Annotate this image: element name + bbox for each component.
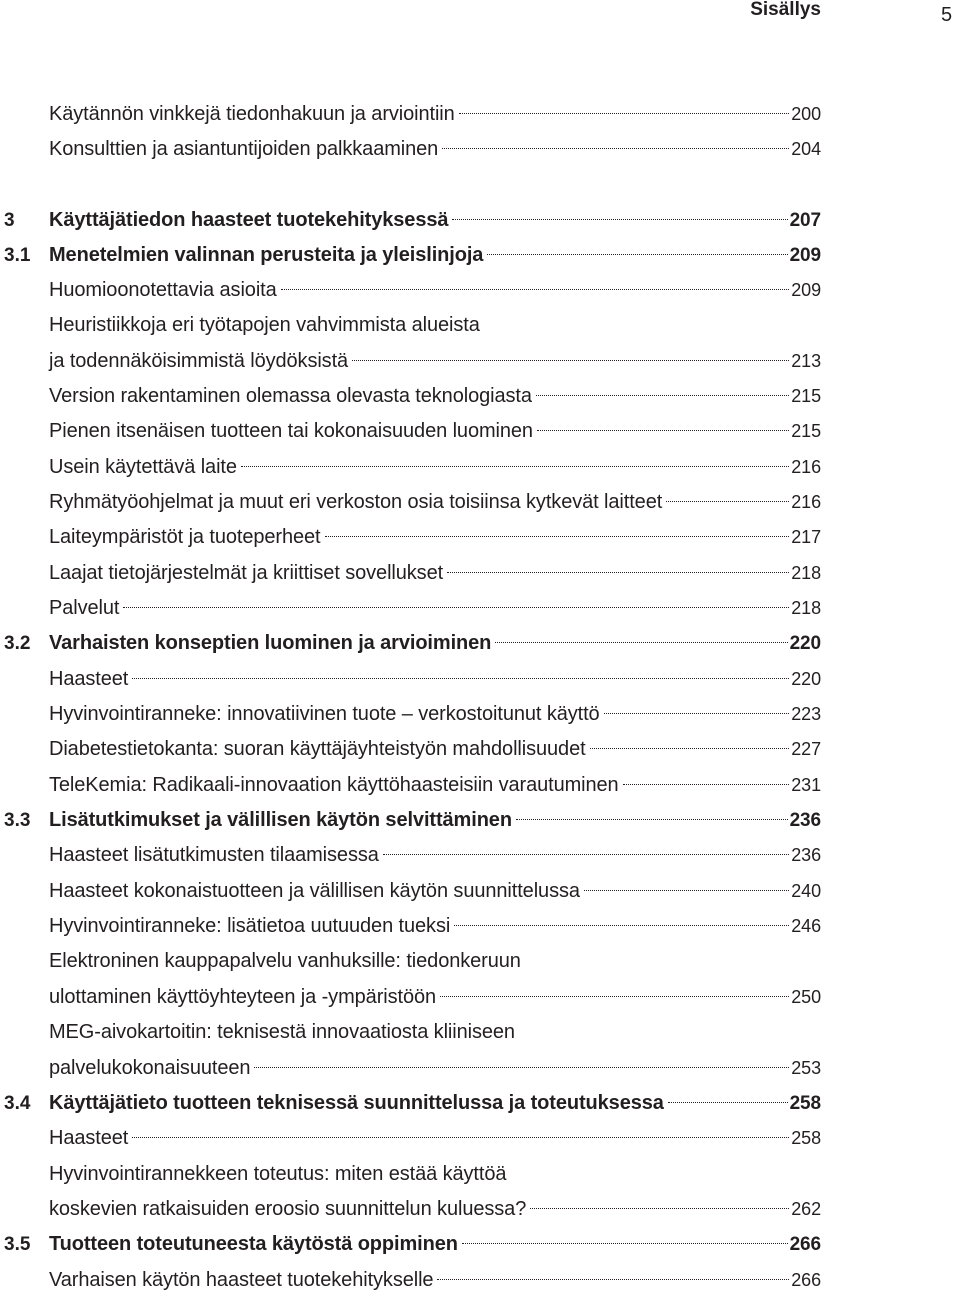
toc-page-number: 223 (791, 704, 821, 724)
toc-page-number: 216 (791, 492, 821, 512)
toc-entry[interactable] (0, 980, 960, 1015)
toc-entry-title: MEG-aivokartoitin: teknisestä innovaatiosta kliiniseen (49, 1021, 515, 1043)
toc-entry-line (49, 803, 821, 838)
header-title: Sisällys (750, 0, 821, 20)
toc-entry[interactable] (0, 1263, 960, 1298)
toc-entry[interactable] (0, 132, 960, 167)
dot-leader (352, 360, 789, 361)
toc-entry-line (49, 450, 821, 485)
toc-page-number: 216 (791, 457, 821, 477)
toc-page-number: 250 (791, 987, 821, 1007)
toc-page-number: 258 (789, 1093, 821, 1114)
toc-page-number: 209 (789, 245, 821, 266)
toc-entry-line (49, 626, 821, 661)
toc-page-number: 240 (791, 881, 821, 901)
toc-entry-title: Laiteympäristöt ja tuoteperheet (49, 526, 321, 548)
toc-entry-line (49, 909, 821, 944)
toc-entry-line (49, 1121, 821, 1156)
toc-page-number: 215 (791, 386, 821, 406)
toc-entry-line (49, 238, 821, 273)
toc-page-number: 266 (791, 1270, 821, 1290)
toc-entry-title: Tuotteen toteutuneesta käytöstä oppiminen (49, 1233, 458, 1255)
toc-entry[interactable] (0, 556, 960, 591)
toc-entry-title: Käyttäjätiedon haasteet tuotekehityksessä (49, 209, 449, 231)
dot-leader (383, 854, 789, 855)
toc-entry[interactable] (0, 662, 960, 697)
dot-leader (537, 430, 789, 431)
dot-leader (454, 925, 789, 926)
toc-entry-title: Konsulttien ja asiantuntijoiden palkkaaminen (49, 138, 439, 160)
toc-page-number: 217 (791, 527, 821, 547)
dot-leader (437, 1279, 789, 1280)
toc-entry[interactable] (0, 1192, 960, 1227)
dot-leader (123, 607, 789, 608)
toc-entry-title: Hyvinvointiranneke: innovatiivinen tuote – verkostoitunut käyttö (49, 703, 600, 725)
toc-entry-title: Huomioonotettavia asioita (49, 279, 277, 301)
toc-entry[interactable] (0, 874, 960, 909)
toc-entry-title: Haasteet (49, 668, 129, 690)
toc-page-number: 218 (791, 563, 821, 583)
toc-entry-line (49, 838, 821, 873)
toc-entry-line (49, 1015, 821, 1050)
toc-entry-line (49, 485, 821, 520)
toc-page-number: 246 (791, 916, 821, 936)
toc-entry-line (49, 308, 821, 343)
toc-entry[interactable] (0, 344, 960, 379)
dot-leader (584, 890, 789, 891)
dot-leader (447, 572, 789, 573)
toc-entry-line (49, 1227, 821, 1262)
dot-leader (325, 536, 790, 537)
toc-page-number: 209 (791, 280, 821, 300)
toc-section-number: 3.3 (4, 810, 31, 831)
toc-entry-line (49, 662, 821, 697)
page-number: 5 (941, 4, 953, 26)
toc-entry-title: Lisätutkimukset ja välillisen käytön selvittäminen (49, 809, 512, 831)
toc-entry-line (49, 379, 821, 414)
toc-entry-line (49, 344, 821, 379)
toc-section-number: 3.1 (4, 245, 31, 266)
toc-entry[interactable] (0, 97, 960, 132)
toc-entry[interactable] (0, 308, 960, 343)
toc-section-entry[interactable] (0, 803, 960, 838)
toc-page-number: 262 (791, 1199, 821, 1219)
toc-entry-line (49, 1051, 821, 1086)
toc-entry[interactable] (0, 697, 960, 732)
toc-entry[interactable] (0, 450, 960, 485)
toc-entry-line (49, 1086, 821, 1121)
toc-entry-title: palvelukokonaisuuteen (49, 1057, 251, 1079)
toc-page-number: 266 (789, 1234, 821, 1255)
toc-entry-title: ja todennäköisimmistä löydöksistä (49, 350, 349, 372)
toc-section-entry[interactable] (0, 1227, 960, 1262)
toc-page-number: 253 (791, 1058, 821, 1078)
toc-page-number: 200 (791, 104, 821, 124)
toc-entry-title: Pienen itsenäisen tuotteen tai kokonaisuuden luominen (49, 420, 533, 442)
toc-entry-line (49, 1263, 821, 1298)
toc-entry-title: Varhaisten konseptien luominen ja arvioiminen (49, 632, 492, 654)
toc-entry-title: Usein käytettävä laite (49, 456, 237, 478)
toc-page-number: 204 (791, 139, 821, 159)
toc-entry-line (49, 556, 821, 591)
toc-entry[interactable] (0, 1051, 960, 1086)
toc-entry[interactable] (0, 768, 960, 803)
toc-entry-line (49, 697, 821, 732)
toc-entry[interactable] (0, 944, 960, 979)
toc-entry-title: Hyvinvointirannekkeen toteutus: miten estää käyttöä (49, 1163, 507, 1185)
dot-leader (590, 748, 790, 749)
dot-leader (666, 501, 789, 502)
toc-entry-line (49, 1192, 821, 1227)
toc-entry-title: Haasteet lisätutkimusten tilaamisessa (49, 844, 379, 866)
toc-entry-title: Haasteet (49, 1127, 129, 1149)
toc-entry-title: Laajat tietojärjestelmät ja kriittiset sovellukset (49, 562, 444, 584)
toc-entry-line (49, 414, 821, 449)
toc-entry-title: koskevien ratkaisuiden eroosio suunnittelun kuluessa? (49, 1198, 527, 1220)
toc-entry-line (49, 1157, 821, 1192)
toc-entry[interactable] (0, 485, 960, 520)
dot-leader (452, 219, 787, 220)
dot-leader (132, 678, 789, 679)
toc-entry[interactable] (0, 379, 960, 414)
toc-entry-line (49, 132, 821, 167)
toc-entry-line (49, 203, 821, 238)
toc-page-number: 218 (791, 598, 821, 618)
toc-page-number: 213 (791, 351, 821, 371)
toc-page-number: 207 (789, 210, 821, 231)
toc-entry-title: Heuristiikkoja eri työtapojen vahvimmista alueista (49, 314, 480, 336)
dot-leader (462, 1243, 788, 1244)
toc-section-number: 3.5 (4, 1234, 31, 1255)
toc-entry-line (49, 944, 821, 979)
toc-section-entry[interactable] (0, 238, 960, 273)
toc-section-number: 3.2 (4, 633, 31, 654)
toc-entry[interactable] (0, 1015, 960, 1050)
toc-entry[interactable] (0, 909, 960, 944)
toc-entry-title: Ryhmätyöohjelmat ja muut eri verkoston osia toisiinsa kytkevät laitteet (49, 491, 663, 513)
toc-entry-line (49, 768, 821, 803)
toc-page-number: 215 (791, 421, 821, 441)
toc-section-entry[interactable] (0, 203, 960, 238)
toc-entry[interactable] (0, 591, 960, 626)
toc-entry[interactable] (0, 838, 960, 873)
toc-entry-title: TeleKemia: Radikaali-innovaation käyttöhaasteisiin varautuminen (49, 774, 619, 796)
toc-section-number: 3 (4, 210, 15, 231)
dot-leader (459, 113, 790, 114)
toc-page-number: 236 (789, 810, 821, 831)
toc-entry-line (49, 273, 821, 308)
toc-page-number: 231 (791, 775, 821, 795)
toc-entry-line (49, 874, 821, 909)
dot-leader (604, 713, 790, 714)
toc-entry-line (49, 520, 821, 555)
dot-leader (623, 784, 790, 785)
toc-section-number: 3.4 (4, 1093, 31, 1114)
toc-entry-line (49, 97, 821, 132)
dot-leader (530, 1208, 789, 1209)
toc-page-number: 227 (791, 739, 821, 759)
dot-leader (254, 1067, 789, 1068)
toc-entry-title: Version rakentaminen olemassa olevasta teknologiasta (49, 385, 532, 407)
toc-entry[interactable] (0, 732, 960, 767)
dot-leader (668, 1102, 788, 1103)
toc-entry-line (49, 980, 821, 1015)
toc-entry-title: Palvelut (49, 597, 120, 619)
toc-page-number: 236 (791, 845, 821, 865)
dot-leader (241, 466, 789, 467)
toc-entry-title: Käyttäjätieto tuotteen teknisessä suunnittelussa ja toteutuksessa (49, 1092, 664, 1114)
toc-page-number: 220 (791, 669, 821, 689)
toc-entry-title: Haasteet kokonaistuotteen ja välillisen käytön suunnittelussa (49, 880, 580, 902)
toc-entry-title: Diabetestietokanta: suoran käyttäjäyhteistyön mahdollisuudet (49, 738, 586, 760)
toc-entry-title: ulottaminen käyttöyhteyteen ja -ympäristöön (49, 986, 437, 1008)
dot-leader (536, 395, 789, 396)
toc-entry-line (49, 732, 821, 767)
toc-entry[interactable] (0, 520, 960, 555)
dot-leader (281, 289, 790, 290)
toc-entry[interactable] (0, 414, 960, 449)
dot-leader (440, 996, 789, 997)
toc-entry-title: Hyvinvointiranneke: lisätietoa uutuuden tueksi (49, 915, 451, 937)
dot-leader (132, 1137, 789, 1138)
toc-entry[interactable] (0, 1121, 960, 1156)
running-header (0, 0, 960, 36)
toc-entry-title: Menetelmien valinnan perusteita ja yleislinjoja (49, 244, 484, 266)
toc-entry-title: Varhaisen käytön haasteet tuotekehitykselle (49, 1269, 434, 1291)
dot-leader (516, 819, 788, 820)
dot-leader (442, 148, 789, 149)
toc-section-entry[interactable] (0, 1086, 960, 1121)
dot-leader (495, 642, 787, 643)
dot-leader (487, 254, 787, 255)
toc-section-entry[interactable] (0, 626, 960, 661)
toc-entry-title: Käytännön vinkkejä tiedonhakuun ja arviointiin (49, 103, 455, 125)
toc-entry[interactable] (0, 273, 960, 308)
toc-entry[interactable] (0, 1157, 960, 1192)
toc-entry-line (49, 591, 821, 626)
toc-page-number: 220 (789, 633, 821, 654)
toc-entry-title: Elektroninen kauppapalvelu vanhuksille: tiedonkeruun (49, 950, 521, 972)
toc-page-number: 258 (791, 1128, 821, 1148)
